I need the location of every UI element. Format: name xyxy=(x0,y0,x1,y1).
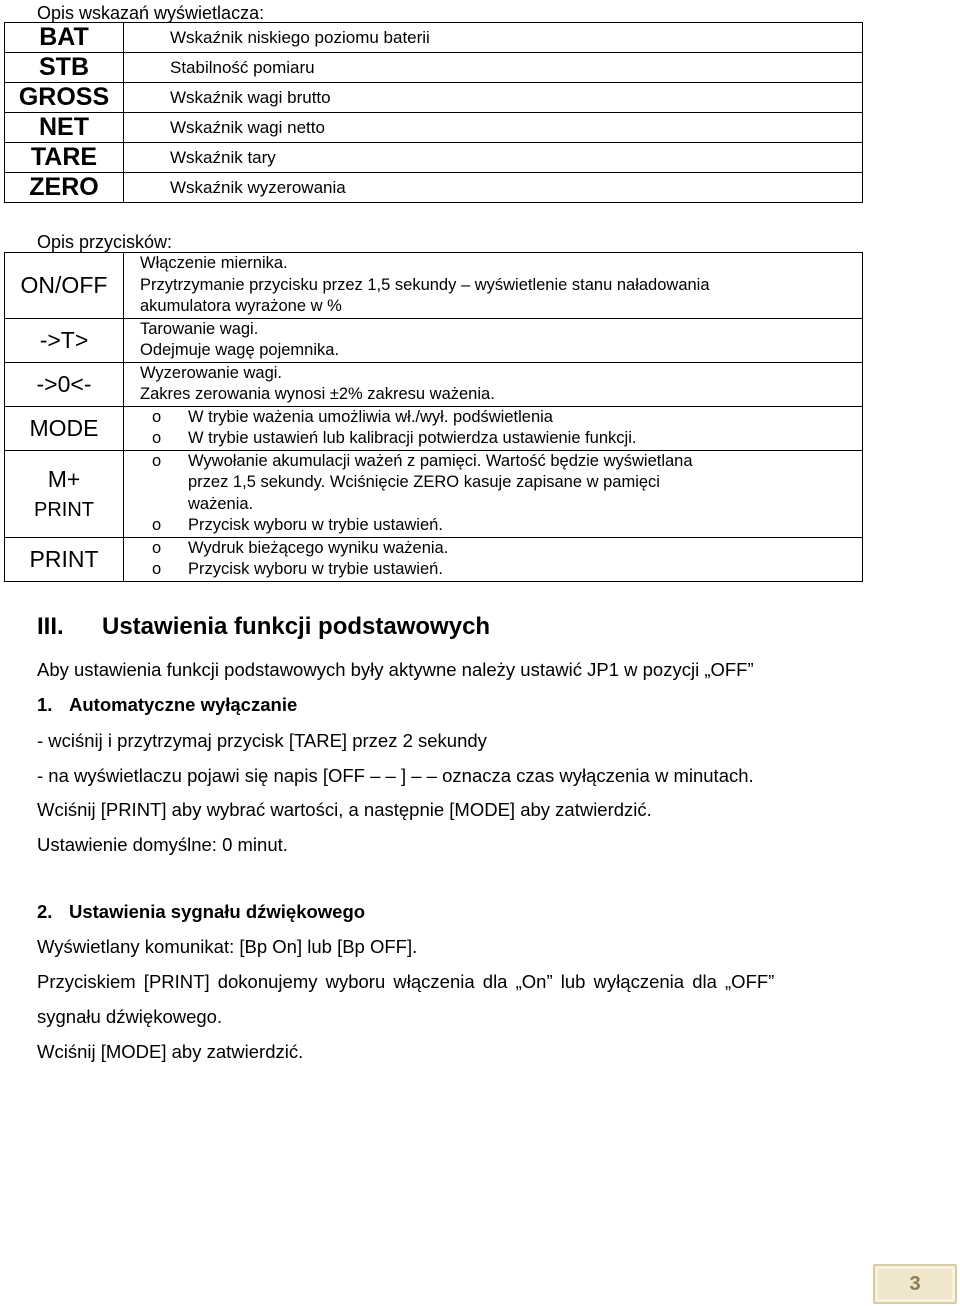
list-item-continuation xyxy=(124,472,862,494)
desc-line: Tarowanie wagi. xyxy=(140,319,259,338)
table-row xyxy=(5,253,863,319)
indicator-code: STB xyxy=(5,53,124,83)
bullet-text: Przycisk wyboru w trybie ustawień. xyxy=(188,516,443,534)
bullet-text: Wydruk bieżącego wyniku ważenia. xyxy=(188,538,449,557)
indicator-code: GROSS xyxy=(5,83,124,113)
list-item xyxy=(124,407,862,429)
section-title: Ustawienia funkcji podstawowych xyxy=(102,613,491,640)
key-print-desc xyxy=(124,537,863,581)
key-print: PRINT xyxy=(5,537,124,581)
indicator-desc: Wskaźnik niskiego poziomu baterii xyxy=(124,23,863,53)
list-item-continuation xyxy=(124,494,862,516)
key-tare-desc xyxy=(124,318,863,362)
bullet-text: Wywołanie akumulacji ważeń z pamięci. Wartość będzie wyświetlana xyxy=(188,451,693,470)
indicator-code: NET xyxy=(5,113,124,143)
paragraph-line: Ustawienie domyślne: 0 minut. xyxy=(37,834,288,855)
table-row xyxy=(5,173,863,203)
key-mplus-sublabel: PRINT xyxy=(34,498,94,521)
table-row xyxy=(5,318,863,362)
table-row xyxy=(5,113,863,143)
indicator-desc: Wskaźnik wagi netto xyxy=(124,113,863,143)
subsection-title: Automatyczne wyłączanie xyxy=(69,694,298,715)
indicators-table xyxy=(4,22,863,203)
key-mode: MODE xyxy=(5,406,124,450)
table-row xyxy=(5,406,863,450)
indicator-code: TARE xyxy=(5,143,124,173)
desc-line: Zakres zerowania wynosi ±2% zakresu ważenia. xyxy=(140,385,495,403)
desc-line: Odejmuje wagę pojemnika. xyxy=(140,341,340,359)
bullet-icon: o xyxy=(152,538,162,557)
bullet-text: W trybie ważenia umożliwia wł./wył. podświetlenia xyxy=(188,407,553,426)
page-number-badge xyxy=(873,1264,957,1304)
table-row xyxy=(5,450,863,537)
table-row xyxy=(5,362,863,406)
bullet-text: Przycisk wyboru w trybie ustawień. xyxy=(188,560,443,578)
bullet-icon: o xyxy=(152,451,162,470)
bullet-text: W trybie ustawień lub kalibracji potwierdza ustawienie funkcji. xyxy=(188,429,637,447)
table-row xyxy=(5,53,863,83)
desc-line: Włączenie miernika. xyxy=(140,254,288,272)
key-zero: ->0<- xyxy=(5,362,124,406)
desc-line: Wyzerowanie wagi. xyxy=(140,363,282,382)
indicator-code: BAT xyxy=(5,23,124,53)
indicators-title: Opis wskazań wyświetlacza: xyxy=(37,3,265,23)
subsection-title: Ustawienia sygnału dźwiękowego xyxy=(69,901,366,922)
table-row xyxy=(5,23,863,53)
buttons-title: Opis przycisków: xyxy=(37,232,173,252)
desc-line: Przytrzymanie przycisku przez 1,5 sekundy – wyświetlenie stanu naładowania xyxy=(140,275,710,294)
subsection-number: 2. xyxy=(37,901,53,922)
paragraph-line: - wciśnij i przytrzymaj przycisk [TARE] przez 2 sekundy xyxy=(37,730,487,751)
page-number: 3 xyxy=(909,1273,921,1295)
list-item xyxy=(124,428,862,450)
desc-line: akumulatora wyrażone w % xyxy=(140,297,342,315)
list-item xyxy=(124,451,862,473)
section-intro: Aby ustawienia funkcji podstawowych były aktywne należy ustawić JP1 w pozycji „OFF” xyxy=(37,659,754,680)
bullet-text: przez 1,5 sekundy. Wciśnięcie ZERO kasuje zapisane w pamięci xyxy=(188,473,660,491)
bullet-icon: o xyxy=(152,407,162,426)
subsection-number: 1. xyxy=(37,694,53,715)
buttons-table xyxy=(4,252,863,582)
paragraph-line: Wyświetlany komunikat: [Bp On] lub [Bp OFF]. xyxy=(37,936,418,957)
section-number: III. xyxy=(37,613,64,640)
key-mplus xyxy=(5,450,124,537)
key-mplus-label: M+ xyxy=(47,465,81,492)
key-zero-desc xyxy=(124,362,863,406)
bullet-icon: o xyxy=(152,429,162,447)
bullet-icon: o xyxy=(152,560,162,578)
table-row xyxy=(5,83,863,113)
key-mplus-desc xyxy=(124,450,863,537)
key-mode-desc xyxy=(124,406,863,450)
table-row xyxy=(5,143,863,173)
key-onoff-desc xyxy=(124,253,863,319)
paragraph-line: sygnału dźwiękowego. xyxy=(37,1006,223,1027)
indicator-desc: Wskaźnik wagi brutto xyxy=(124,83,863,113)
paragraph-line: Wciśnij [PRINT] aby wybrać wartości, a następnie [MODE] aby zatwierdzić. xyxy=(37,799,652,820)
indicator-desc: Wskaźnik wyzerowania xyxy=(124,173,863,203)
key-onoff: ON/OFF xyxy=(5,253,124,319)
bullet-icon: o xyxy=(152,516,162,534)
table-row xyxy=(5,537,863,581)
indicator-desc: Stabilność pomiaru xyxy=(124,53,863,83)
key-tare: ->T> xyxy=(5,318,124,362)
list-item xyxy=(124,515,862,537)
paragraph-line: Wciśnij [MODE] aby zatwierdzić. xyxy=(37,1041,304,1062)
bullet-text: ważenia. xyxy=(188,494,254,513)
indicator-desc: Wskaźnik tary xyxy=(124,143,863,173)
list-item xyxy=(124,538,862,560)
list-item xyxy=(124,559,862,581)
paragraph-line: Przyciskiem [PRINT] dokonujemy wyboru włączenia dla „On” lub wyłączenia dla „OFF” xyxy=(37,971,775,992)
indicator-code: ZERO xyxy=(5,173,124,203)
paragraph-line: - na wyświetlaczu pojawi się napis [OFF – – ] – – oznacza czas wyłączenia w minutach. xyxy=(37,765,754,786)
